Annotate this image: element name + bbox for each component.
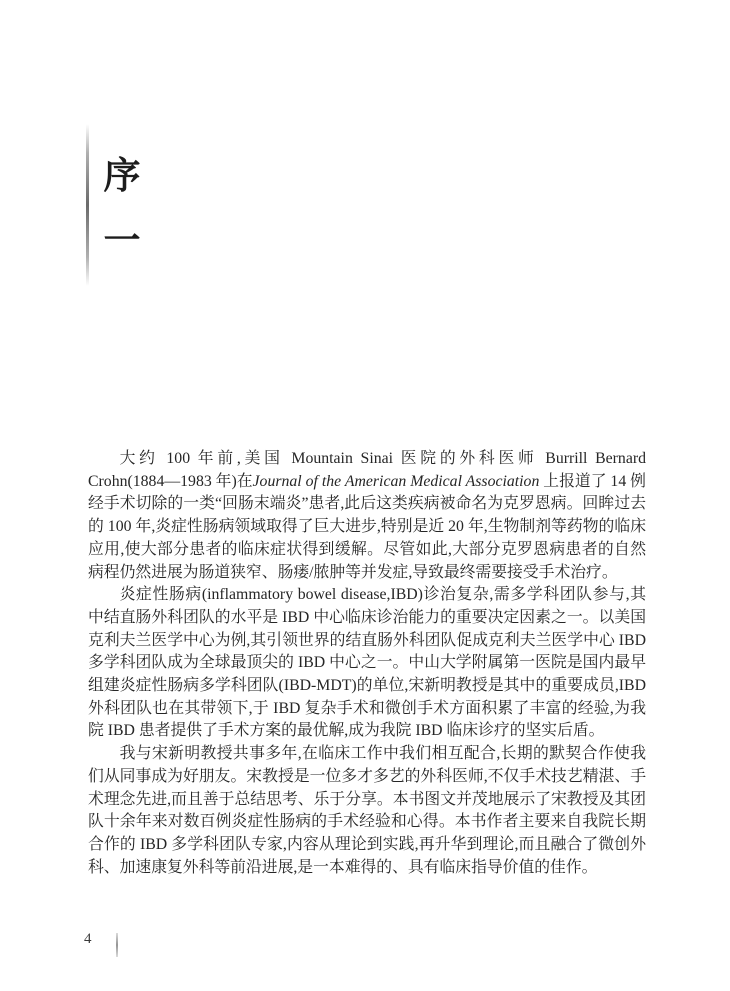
paragraph-2: 炎症性肠病(inflammatory bowel disease,IBD)诊治复杂,需多学科团队参与,其中结直肠外科团队的水平是 IBD 中心临床诊治能力的重要决定因素之一。以美国克利夫兰医学中心为例,其引领世界的结直肠外科团队促成克利夫兰医学中心 IBD 多学科团队成为全球最顶尖的 IBD 中心之一。中山大学附属第一医院是国内最早组建炎症性肠病多学科团队(IBD-MDT)的单位,宋新明教授是其中的重要成员,IBD 外科团队也在其带领下,于 IBD 复杂手术和微创手术方面积累了丰富的经验,为我院 IBD 患者提供了手术方案的最优解,成为我院 IBD 临床诊疗的坚实后盾。 xyxy=(88,586,646,740)
page-number-divider xyxy=(116,933,118,957)
preface-title-char-2: 一 xyxy=(103,221,141,262)
page-number: 4 xyxy=(84,931,92,947)
paragraph-1-pre: 大约 100 年前,美国 Mountain Sinai 医院的外科医师 Burrill Bernard Crohn(1884—1983 年)在 xyxy=(88,450,646,490)
preface-body xyxy=(88,448,646,879)
preface-title xyxy=(102,155,142,264)
paragraph-3: 我与宋新明教授共事多年,在临床工作中我们相互配合,长期的默契合作使我们从同事成为好朋友。宋教授是一位多才多艺的外科医师,不仅手术技艺精湛、手术理念先进,而且善于总结思考、乐于分享。本书图文并茂地展示了宋教授及其团队十余年来对数百例炎症性肠病的手术经验和心得。本书作者主要来自我院长期合作的 IBD 多学科团队专家,内容从理论到实践,再升华到理论,而且融合了微创外科、加速康复外科等前沿进展,是一本难得的、具有临床指导价值的佳作。 xyxy=(88,745,646,876)
title-accent-line xyxy=(86,124,89,286)
journal-name-italic: Journal of the American Medical Association xyxy=(252,472,540,490)
paragraph-1 xyxy=(88,448,646,584)
paragraph-1-post: 上报道了 14 例经手术切除的一类“回肠末端炎”患者,此后这类疾病被命名为克罗恩病。回眸过去的 100 年,炎症性肠病领域取得了巨大进步,特别是近 20 年,生物制剂等药物的临床应用,使大部分患者的临床症状得到缓解。尽管如此,大部分克罗恩病患者的自然病程仍然进展为肠道狭窄、肠瘘/脓肿等并发症,导致最终需要接受手术治疗。 xyxy=(88,472,646,581)
preface-title-char-1: 序 xyxy=(103,156,141,197)
